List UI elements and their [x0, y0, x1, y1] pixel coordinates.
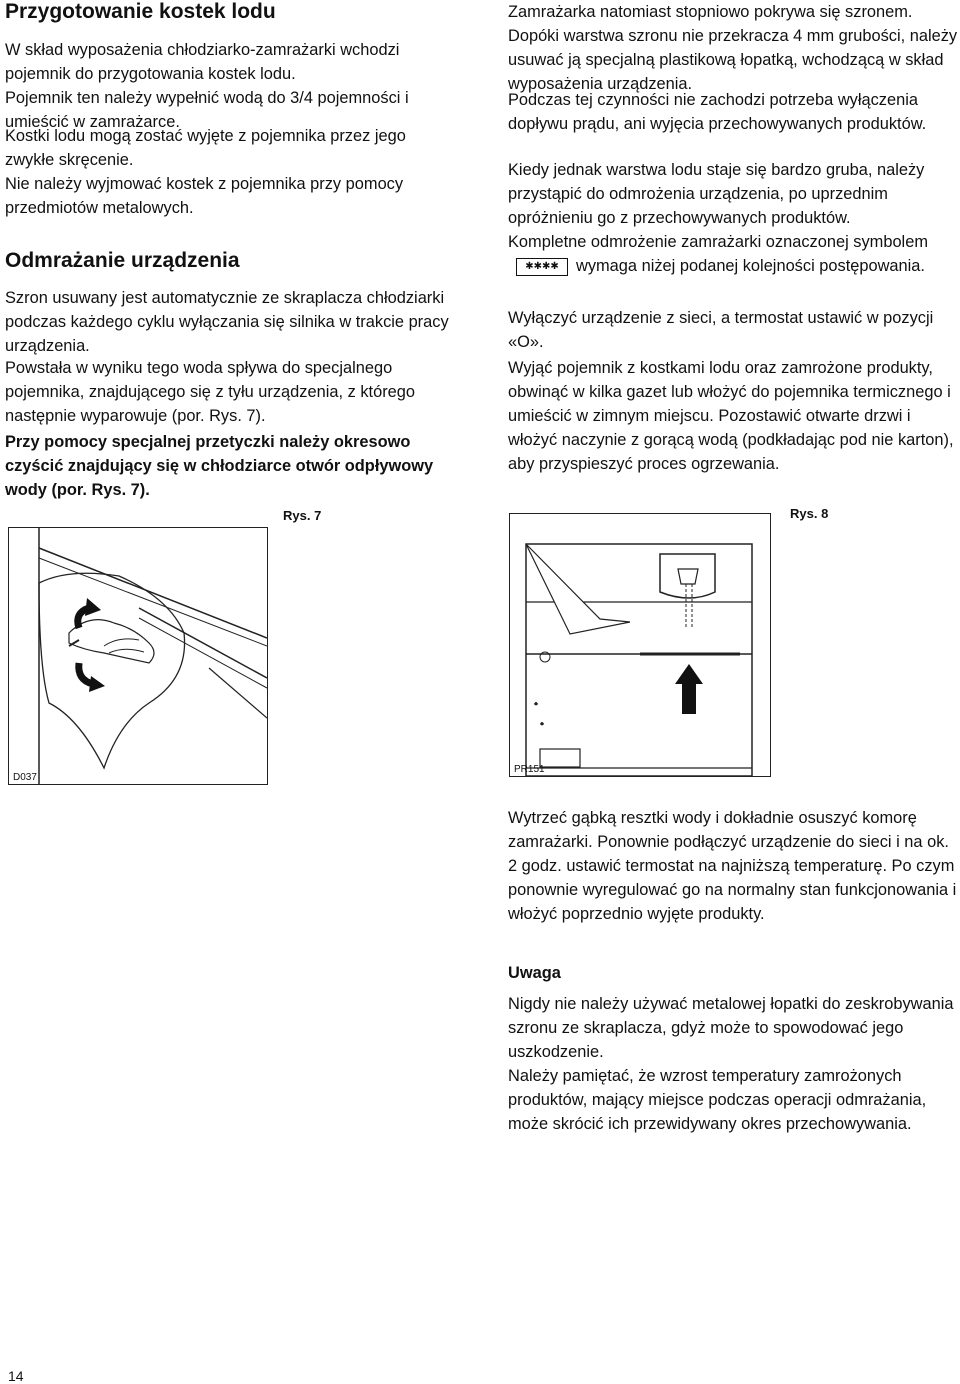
- paragraph: Kiedy jednak warstwa lodu staje się bardzo gruba, należy przystąpić do odmrożenia urządzenia, po uprzednim opróżnieniu go z przechowywanych produktów.: [508, 161, 925, 227]
- figure-code-rys7: D037: [13, 772, 37, 783]
- note-title: Uwaga: [508, 964, 561, 982]
- figure-rys7-drawing: [9, 528, 267, 784]
- paragraph: Nigdy nie należy używać metalowej łopatki do zeskrobywania szronu ze skraplacza, gdyż może to spowodować jego uszkodzenie.: [508, 995, 954, 1061]
- paragraph: W skład wyposażenia chłodziarko-zamrażarki wchodzi pojemnik do przygotowania kostek lodu.: [5, 41, 400, 83]
- paragraph: Należy pamiętać, że wzrost temperatury zamrożonych produktów, mający miejsce podczas operacji odmrażania, może skrócić ich przewidywany okres przechowywania.: [508, 1067, 927, 1133]
- figure-rys7: [8, 527, 268, 785]
- paragraph: Kostki lodu mogą zostać wyjęte z pojemnika przez jego zwykłe skręcenie.: [5, 127, 406, 169]
- paragraph: Wytrzeć gąbką resztki wody i dokładnie osuszyć komorę zamrażarki. Ponownie podłączyć urządzenie do sieci i na ok. 2 godz. ustawić termostat na najniższą temperaturę. Po czym ponownie wyregulować go na normalny stan funkcjonowania i włożyć poprzednio wyjęte produkty.: [508, 809, 957, 923]
- paragraph: Szron usuwany jest automatycznie ze skraplacza chłodziarki podczas każdego cyklu wyłączania się silnika w trakcie pracy urządzenia.: [5, 289, 449, 355]
- paragraph: Zamrażarka natomiast stopniowo pokrywa się szronem. Dopóki warstwa szronu nie przekracza 4 mm grubości, należy usuwać ją specjalną plastikową łopatką, wchodzącą w skład wyposażenia urządzenia.: [508, 3, 958, 93]
- paragraph-part: wymaga niżej podanej kolejności postępowania.: [576, 257, 925, 275]
- paragraph: Podczas tej czynności nie zachodzi potrzeba wyłączenia dopływu prądu, ani wyjęcia przechowywanych produktów.: [508, 91, 927, 133]
- paragraph-bold: Przy pomocy specjalnej przetyczki należy okresowo czyścić znajdujący się w chłodziarce otwór odpływowy wody (por. Rys. 7).: [5, 433, 434, 499]
- figure-label-rys7: Rys. 7: [283, 508, 322, 523]
- paragraph-part: Kompletne odmrożenie zamrażarki oznaczonej symbolem: [508, 233, 928, 251]
- paragraph-with-symbol: [508, 230, 958, 278]
- figure-code-rys8: PR151: [514, 764, 545, 775]
- section-title-defrosting: Odmrażanie urządzenia: [5, 249, 240, 272]
- paragraph: Nie należy wyjmować kostek z pojemnika przy pomocy przedmiotów metalowych.: [5, 175, 404, 217]
- figure-rys8-drawing: [510, 514, 770, 776]
- paragraph: Powstała w wyniku tego woda spływa do specjalnego pojemnika, znajdującego się z tyłu urządzenia, z którego następnie wyparowuje (por. Rys. 7).: [5, 359, 415, 425]
- figure-label-rys8: Rys. 8: [790, 506, 829, 521]
- section-title-ice-cubes: Przygotowanie kostek lodu: [5, 0, 276, 23]
- paragraph: Wyjąć pojemnik z kostkami lodu oraz zamrożone produkty, obwinąć w kilka gazet lub włożyć do pojemnika termicznego i umieścić w zimnym miejscu. Pozostawić otwarte drzwi i włożyć naczynie z gorącą wodą (podkładając pod nie karton), aby przyspieszyć proces ogrzewania.: [508, 359, 954, 473]
- figure-rys8: [509, 513, 771, 777]
- paragraph: Wyłączyć urządzenie z sieci, a termostat ustawić w pozycji «O».: [508, 309, 934, 351]
- paragraph: Pojemnik ten należy wypełnić wodą do 3/4 pojemności i umieścić w zamrażarce.: [5, 89, 409, 131]
- four-star-freezer-icon: ✱✱✱✱: [516, 258, 568, 276]
- page-number: 14: [8, 1368, 24, 1384]
